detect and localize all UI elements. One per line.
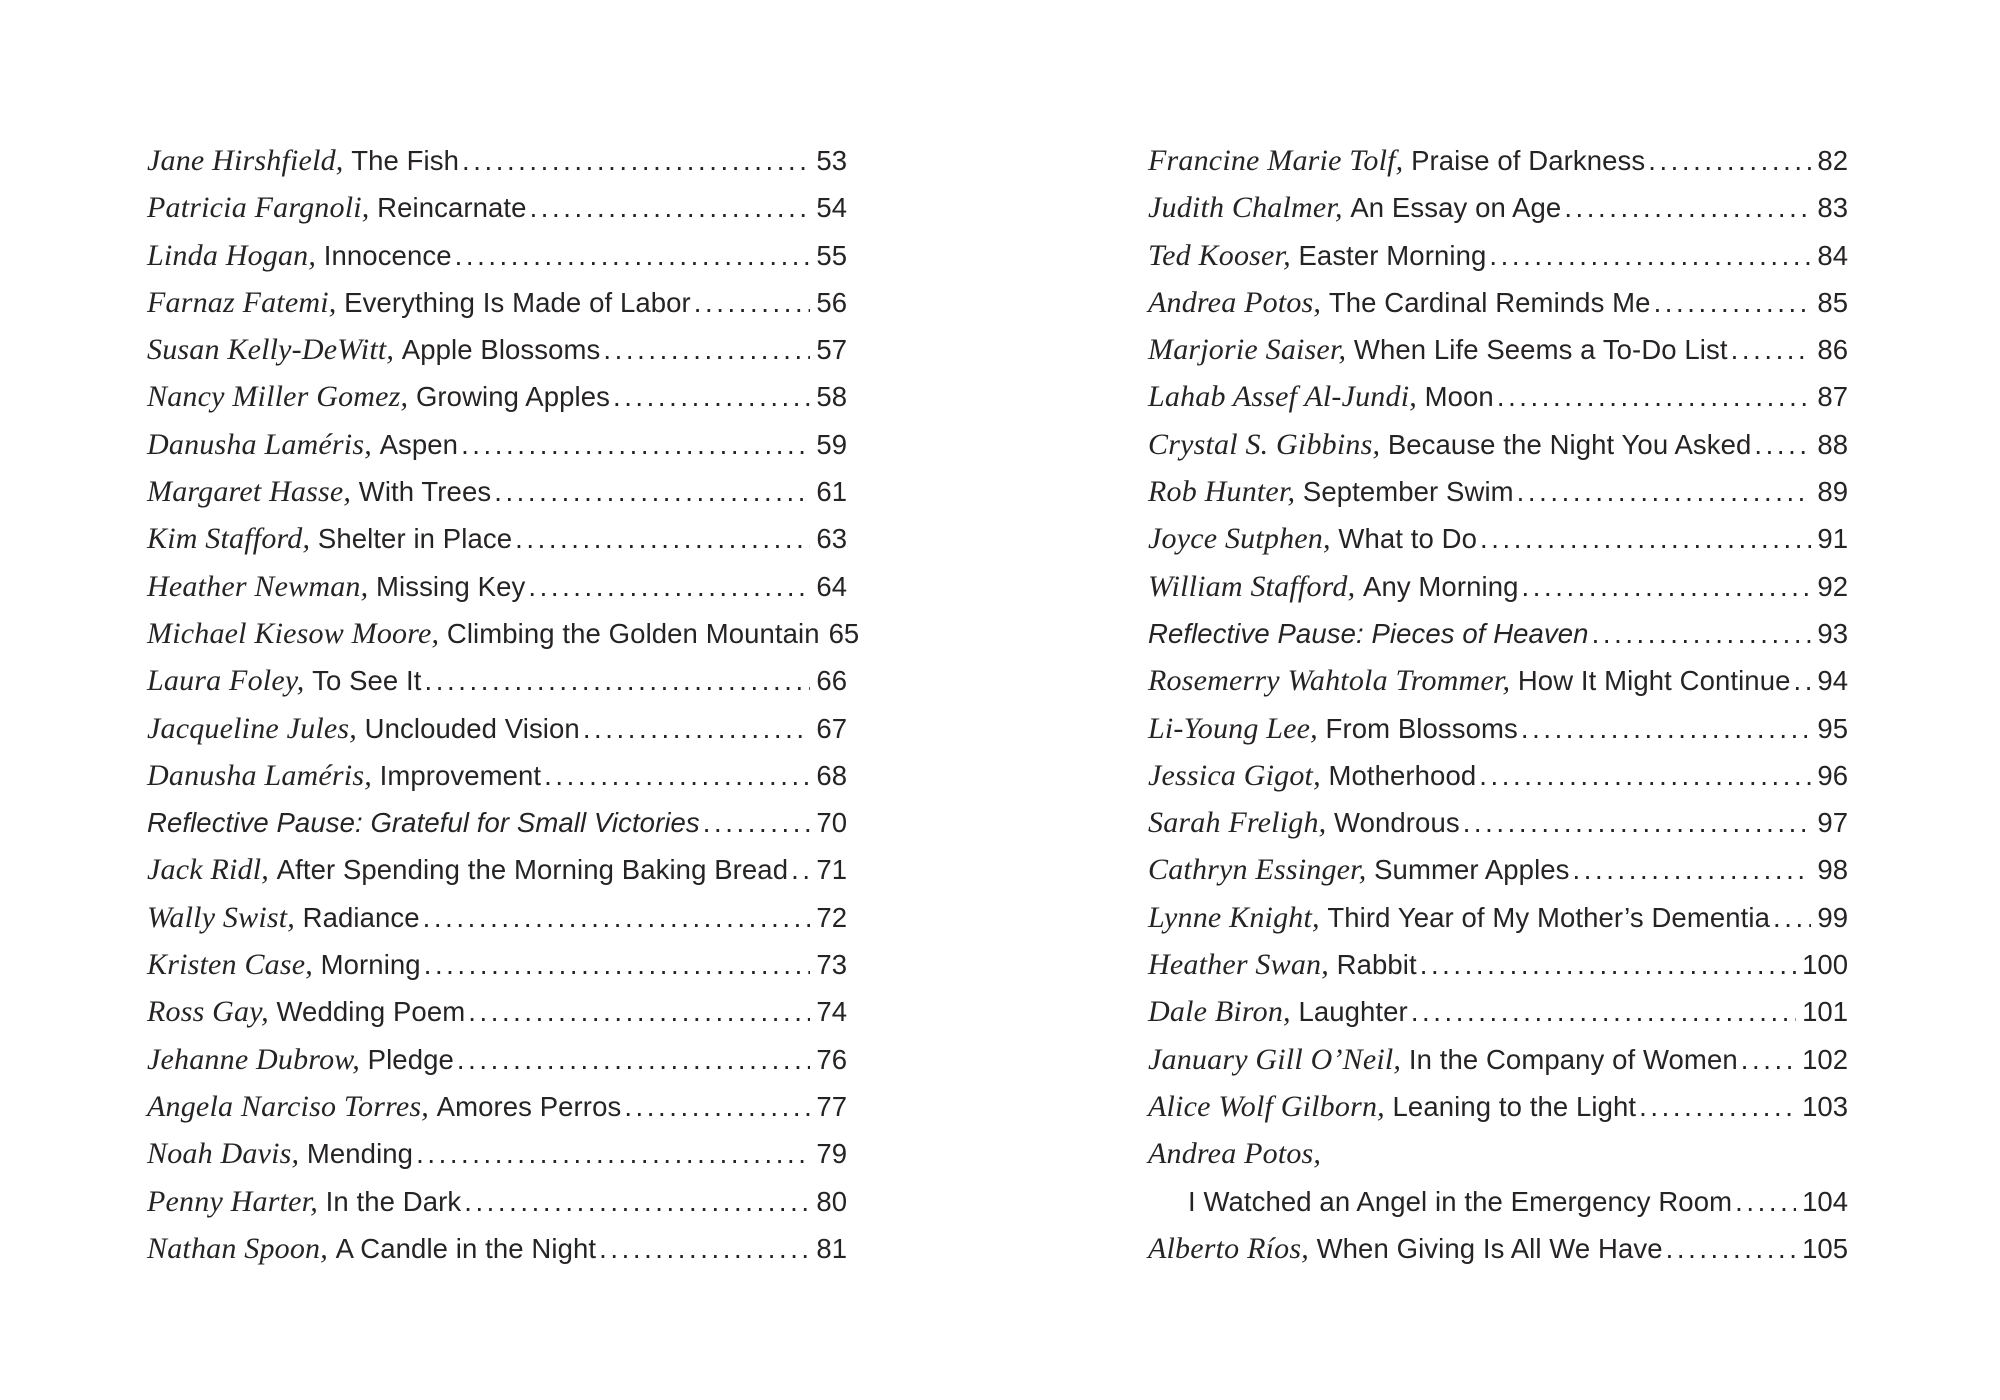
toc-entry-row: [147, 988, 847, 1035]
entry-title: Wedding Poem: [276, 996, 466, 1028]
dot-leader: [1773, 894, 1811, 941]
toc-entry-row: [147, 279, 847, 326]
entry-page-number: 93: [1817, 617, 1848, 649]
toc-entry-row: [1148, 1036, 1848, 1083]
dot-leader: [703, 799, 811, 846]
entry-page-number: 61: [816, 476, 847, 508]
entry-page-number: 66: [816, 665, 847, 697]
entry-title: Rabbit: [1336, 949, 1417, 981]
toc-entry-row: [147, 326, 847, 373]
entry-author: Rob Hunter,: [1148, 475, 1296, 509]
entry-page-number: 99: [1817, 901, 1848, 933]
entry-title-continued: I Watched an Angel in the Emergency Room: [1188, 1185, 1733, 1217]
entry-title: Climbing the Golden Mountain: [446, 617, 820, 649]
entry-page-number: 80: [816, 1185, 847, 1217]
dot-leader: [1521, 563, 1811, 610]
entry-page-number: 84: [1817, 239, 1848, 271]
dot-leader: [423, 894, 811, 941]
entry-title: Moon: [1424, 381, 1494, 413]
toc-entry-row: [147, 232, 847, 279]
toc-entry-row: [1148, 326, 1848, 373]
entry-author: Li-Young Lee,: [1148, 711, 1318, 745]
entry-page-number: 63: [816, 523, 847, 555]
entry-page-number: 81: [816, 1232, 847, 1264]
dot-leader: [583, 705, 811, 752]
entry-page-number: 73: [816, 949, 847, 981]
entry-author: Laura Foley,: [147, 664, 305, 698]
entry-page-number: 53: [816, 145, 847, 176]
entry-title: In the Company of Women: [1408, 1043, 1738, 1075]
entry-page-number: 76: [816, 1043, 847, 1075]
entry-author: Heather Swan,: [1148, 948, 1329, 982]
entry-title: How It Might Continue: [1517, 665, 1791, 697]
entry-title: To See It: [312, 665, 422, 697]
entry-title: Any Morning: [1363, 570, 1519, 602]
entry-author: Wally Swist,: [147, 900, 295, 934]
dot-leader: [494, 468, 810, 515]
toc-entry-row: [1148, 846, 1848, 893]
reflective-pause-label: Reflective Pause: Pieces of Heaven: [1148, 617, 1589, 649]
entry-page-number: 94: [1817, 665, 1848, 697]
entry-author: Michael Kiesow Moore,: [147, 616, 440, 650]
entry-title: When Life Seems a To-Do List: [1353, 334, 1728, 366]
entry-page-number: 79: [816, 1138, 847, 1170]
toc-right-column: [1148, 137, 1848, 1272]
dot-leader: [1754, 421, 1811, 468]
entry-author: Danusha Laméris,: [147, 758, 372, 792]
entry-title: Wondrous: [1334, 807, 1460, 839]
entry-page-number: 64: [816, 570, 847, 602]
dot-leader: [455, 232, 811, 279]
entry-title: What to Do: [1338, 523, 1477, 555]
entry-title: Shelter in Place: [317, 523, 513, 555]
toc-reflective-pause-row: [147, 799, 847, 846]
entry-author: Andrea Potos,: [1148, 285, 1322, 319]
dot-leader: [1489, 232, 1811, 279]
toc-entry-row: [147, 705, 847, 752]
entry-title: September Swim: [1302, 476, 1514, 508]
entry-author: Farnaz Fatemi,: [147, 285, 337, 319]
entry-page-number: 70: [816, 807, 847, 839]
entry-page-number: 86: [1817, 334, 1848, 366]
entry-author: Jack Ridl,: [147, 853, 269, 887]
entry-title: Innocence: [323, 239, 452, 271]
entry-page-number: 65: [828, 617, 860, 649]
entry-author: Jane Hirshfield,: [147, 144, 344, 177]
entry-page-number: 58: [816, 381, 847, 413]
entry-title: Morning: [320, 949, 421, 981]
dot-leader: [425, 657, 811, 704]
entry-author: Andrea Potos,: [1148, 1137, 1322, 1171]
toc-entry-row: [147, 1178, 847, 1225]
entry-title: Leaning to the Light: [1392, 1090, 1637, 1122]
entry-title: Growing Apples: [415, 381, 610, 413]
entry-page-number: 97: [1817, 807, 1848, 839]
entry-author: Penny Harter,: [147, 1184, 318, 1218]
entry-author: Ross Gay,: [147, 995, 269, 1029]
dot-leader: [457, 1036, 811, 1083]
entry-page-number: 101: [1802, 996, 1848, 1028]
toc-entry-row: [147, 563, 847, 610]
dot-leader: [1479, 752, 1811, 799]
dot-leader: [461, 421, 810, 468]
entry-page-number: 72: [816, 901, 847, 933]
entry-title: Because the Night You Asked: [1387, 428, 1752, 460]
toc-entry-row: [1148, 137, 1848, 184]
entry-title: Unclouded Vision: [364, 712, 580, 744]
entry-page-number: 54: [816, 192, 847, 224]
toc-entry-row: [147, 752, 847, 799]
dot-leader: [1731, 326, 1812, 373]
toc-entry-row: [1148, 1083, 1848, 1130]
entry-page-number: 95: [1817, 712, 1848, 744]
entry-page-number: 71: [816, 854, 847, 886]
entry-title: Motherhood: [1328, 759, 1477, 791]
entry-author: Dale Biron,: [1148, 995, 1291, 1029]
entry-page-number: 105: [1802, 1232, 1848, 1264]
dot-leader: [468, 988, 810, 1035]
toc-entry-row: [1148, 515, 1848, 562]
toc-entry-row: [147, 657, 847, 704]
dot-leader: [544, 752, 810, 799]
entry-author: Crystal S. Gibbins,: [1148, 427, 1381, 461]
dot-leader: [1666, 1225, 1797, 1272]
entry-title: Missing Key: [376, 570, 526, 602]
dot-leader: [462, 137, 810, 184]
entry-author: Nancy Miller Gomez,: [147, 380, 409, 414]
toc-entry-row: [1148, 941, 1848, 988]
toc-entry-row: [147, 846, 847, 893]
dot-leader: [1480, 515, 1811, 562]
entry-page-number: 87: [1817, 381, 1848, 413]
entry-author: Susan Kelly-DeWitt,: [147, 333, 395, 367]
entry-page-number: 59: [816, 428, 847, 460]
toc-entry-row: [147, 1083, 847, 1130]
entry-title: In the Dark: [325, 1185, 462, 1217]
entry-page-number: 82: [1817, 145, 1848, 176]
entry-author: January Gill O’Neil,: [1148, 1042, 1402, 1076]
entry-page-number: 88: [1817, 428, 1848, 460]
entry-title: When Giving Is All We Have: [1316, 1232, 1663, 1264]
entry-title: Laughter: [1298, 996, 1408, 1028]
entry-page-number: 92: [1817, 570, 1848, 602]
entry-author: Patricia Fargnoli,: [147, 191, 370, 225]
entry-author: Heather Newman,: [147, 569, 369, 603]
toc-entry-row: [147, 137, 847, 184]
toc-entry-row: [147, 468, 847, 515]
entry-title: An Essay on Age: [1350, 192, 1562, 224]
entry-author: Alice Wolf Gilborn,: [1148, 1089, 1385, 1123]
dot-leader: [1741, 1036, 1796, 1083]
dot-leader: [1592, 610, 1812, 657]
entry-author: Jehanne Dubrow,: [147, 1042, 360, 1076]
entry-author: Judith Chalmer,: [1148, 191, 1343, 225]
entry-author: William Stafford,: [1148, 569, 1356, 603]
dot-leader: [1521, 705, 1812, 752]
toc-left-column: [147, 137, 860, 1272]
entry-author: Angela Narciso Torres,: [147, 1089, 429, 1123]
toc-entry-row: [147, 941, 847, 988]
entry-author: Jacqueline Jules,: [147, 711, 357, 745]
entry-page-number: 100: [1802, 949, 1848, 981]
entry-title: Third Year of My Mother’s Dementia: [1327, 901, 1770, 933]
dot-leader: [1735, 1178, 1796, 1225]
entry-author: Sarah Freligh,: [1148, 806, 1327, 840]
entry-title: The Fish: [351, 145, 459, 176]
entry-page-number: 57: [816, 334, 847, 366]
dot-leader: [416, 1130, 810, 1177]
entry-title: The Cardinal Reminds Me: [1328, 286, 1651, 318]
entry-page-number: 67: [816, 712, 847, 744]
entry-author: Noah Davis,: [147, 1137, 300, 1171]
entry-title: After Spending the Morning Baking Bread: [276, 854, 789, 886]
entry-title: Everything Is Made of Labor: [344, 286, 691, 318]
dot-leader: [424, 941, 811, 988]
toc-entry-row: [147, 421, 847, 468]
entry-page-number: 102: [1802, 1043, 1848, 1075]
entry-page-number: 56: [816, 286, 847, 318]
toc-entry-row: [1148, 468, 1848, 515]
dot-leader: [1564, 184, 1811, 231]
dot-leader: [530, 184, 811, 231]
toc-entry-row: [1148, 657, 1848, 704]
entry-title: Apple Blossoms: [401, 334, 601, 366]
entry-author: Joyce Sutphen,: [1148, 522, 1331, 556]
dot-leader: [1420, 941, 1796, 988]
toc-entry-row: [147, 1225, 847, 1272]
entry-author: Cathryn Essinger,: [1148, 853, 1367, 887]
toc-entry-row: [147, 184, 847, 231]
entry-author: Francine Marie Tolf,: [1148, 144, 1404, 177]
toc-entry-row: [147, 373, 847, 420]
entry-page-number: 91: [1817, 523, 1848, 555]
entry-page-number: 83: [1817, 192, 1848, 224]
entry-author: Ted Kooser,: [1148, 238, 1291, 272]
dot-leader: [515, 515, 810, 562]
toc-entry-row: [147, 894, 847, 941]
toc-entry-row: [1148, 279, 1848, 326]
entry-author: Alberto Ríos,: [1148, 1231, 1309, 1265]
entry-page-number: 77: [816, 1090, 847, 1122]
reflective-pause-label: Reflective Pause: Grateful for Small Victories: [147, 807, 700, 839]
dot-leader: [599, 1225, 810, 1272]
entry-title: With Trees: [358, 476, 492, 508]
entry-title: Amores Perros: [436, 1090, 622, 1122]
entry-page-number: 98: [1817, 854, 1848, 886]
toc-entry-row: [1148, 373, 1848, 420]
entry-author: Marjorie Saiser,: [1148, 333, 1347, 367]
dot-leader: [1639, 1083, 1796, 1130]
toc-entry-row: [1148, 752, 1848, 799]
entry-page-number: 68: [816, 759, 847, 791]
entry-author: Kristen Case,: [147, 948, 313, 982]
toc-entry-row: [1148, 894, 1848, 941]
toc-entry-row: [1148, 563, 1848, 610]
toc-entry-row: [1148, 988, 1848, 1035]
entry-author: Jessica Gigot,: [1148, 758, 1321, 792]
dot-leader: [1497, 373, 1812, 420]
dot-leader: [1794, 657, 1812, 704]
entry-title: A Candle in the Night: [335, 1232, 597, 1264]
toc-entry-row: [1148, 705, 1848, 752]
entry-page-number: 103: [1802, 1090, 1848, 1122]
entry-title: Pledge: [367, 1043, 454, 1075]
entry-author: Rosemerry Wahtola Trommer,: [1148, 664, 1511, 698]
toc-entry-row: [147, 515, 847, 562]
dot-leader: [1411, 988, 1796, 1035]
entry-title: Mending: [306, 1138, 414, 1170]
dot-leader: [613, 373, 810, 420]
dot-leader: [1573, 846, 1812, 893]
entry-page-number: 89: [1817, 476, 1848, 508]
entry-title: Praise of Darkness: [1411, 145, 1646, 176]
entry-title: From Blossoms: [1325, 712, 1518, 744]
toc-entry-row: [1148, 232, 1848, 279]
entry-author: Danusha Laméris,: [147, 427, 372, 461]
dot-leader: [1654, 279, 1812, 326]
dot-leader: [624, 1083, 810, 1130]
entry-title: Easter Morning: [1298, 239, 1487, 271]
toc-entry-row: [1148, 1178, 1848, 1225]
toc-entry-row: [1148, 1225, 1848, 1272]
entry-title: Aspen: [379, 428, 459, 460]
dot-leader: [1463, 799, 1812, 846]
toc-entry-row: [147, 610, 860, 657]
entry-page-number: 85: [1817, 286, 1848, 318]
entry-page-number: 55: [816, 239, 847, 271]
toc-reflective-pause-row: [1148, 610, 1848, 657]
toc-entry-row: [1148, 799, 1848, 846]
entry-author: Lahab Assef Al-Jundi,: [1148, 380, 1417, 414]
toc-entry-row: [147, 1036, 847, 1083]
entry-title: Reincarnate: [377, 192, 527, 224]
entry-page-number: 104: [1802, 1185, 1848, 1217]
dot-leader: [791, 846, 810, 893]
entry-page-number: 74: [816, 996, 847, 1028]
toc-entry-row: [1148, 421, 1848, 468]
entry-author: Kim Stafford,: [147, 522, 311, 556]
dot-leader: [694, 279, 811, 326]
dot-leader: [464, 1178, 810, 1225]
dot-leader: [1517, 468, 1812, 515]
entry-title: Improvement: [379, 759, 542, 791]
toc-entry-row: [147, 1130, 847, 1177]
entry-author: Lynne Knight,: [1148, 900, 1320, 934]
entry-title: Summer Apples: [1374, 854, 1570, 886]
toc-entry-row: [1148, 184, 1848, 231]
dot-leader: [1648, 137, 1811, 184]
entry-author: Linda Hogan,: [147, 238, 317, 272]
entry-author: Margaret Hasse,: [147, 475, 352, 509]
toc-entry-row: [1148, 1130, 1848, 1177]
dot-leader: [603, 326, 810, 373]
entry-page-number: 96: [1817, 759, 1848, 791]
entry-title: Radiance: [302, 901, 420, 933]
dot-leader: [528, 563, 810, 610]
entry-author: Nathan Spoon,: [147, 1231, 328, 1265]
